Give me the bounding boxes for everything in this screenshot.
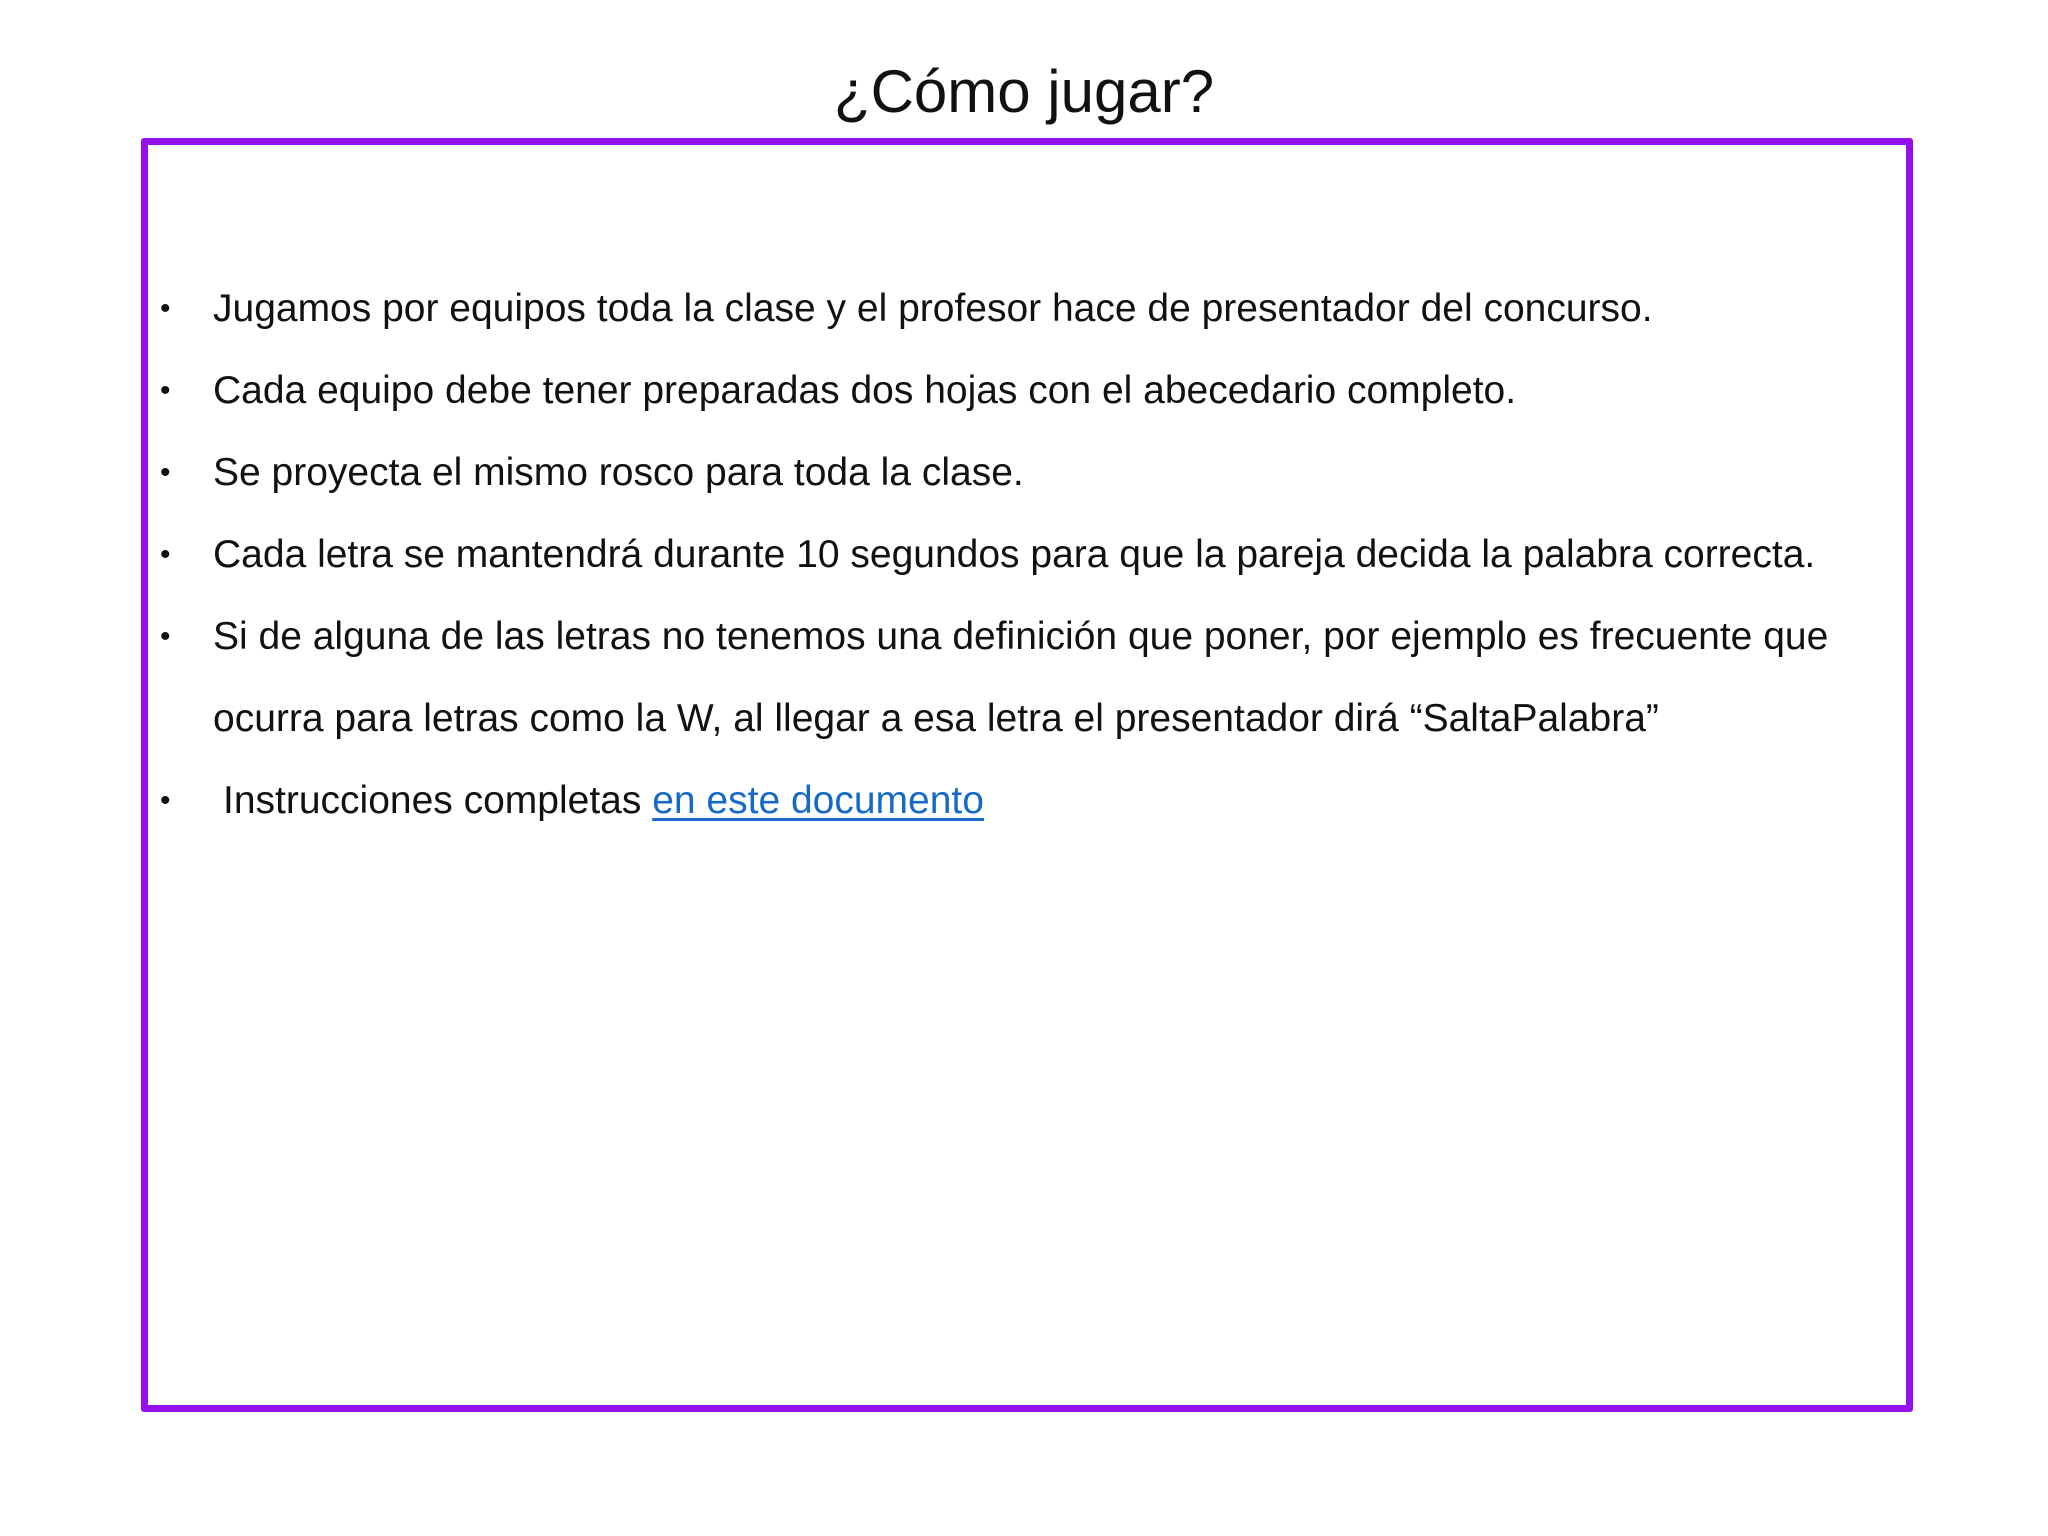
bullet-item-instrucciones xyxy=(160,760,1900,842)
bullet-item-equipos xyxy=(160,268,1900,350)
bullet-text: Se proyecta el mismo rosco para toda la clase. xyxy=(213,451,1024,494)
bullet-icon: • xyxy=(160,538,171,571)
bullet-text: Cada equipo debe tener preparadas dos hojas con el abecedario completo. xyxy=(213,369,1517,412)
instructions-label: Instrucciones completas xyxy=(223,779,653,822)
bullet-text: Si de alguna de las letras no tenemos una definición que poner, por ejemplo es frecuente que ocurra para letras como la W, al llegar a esa letra el presentador dirá “SaltaPalabra” xyxy=(213,615,1829,740)
slide-title: ¿Cómo jugar? xyxy=(833,58,1215,125)
bullet-icon: • xyxy=(160,292,171,325)
bullet-text: Jugamos por equipos toda la clase y el profesor hace de presentador del concurso. xyxy=(213,287,1653,330)
bullet-text: Cada letra se mantendrá durante 10 segundos para que la pareja decida la palabra correcta. xyxy=(213,533,1816,576)
bullet-icon: • xyxy=(160,620,171,653)
document-link[interactable]: en este documento xyxy=(652,779,984,822)
bullet-item-rosco xyxy=(160,432,1900,514)
bullet-list xyxy=(160,268,1900,842)
bullet-icon: • xyxy=(160,374,171,407)
bullet-item-saltapalabra xyxy=(160,596,1900,760)
bullet-icon: • xyxy=(160,784,171,817)
bullet-item-segundos xyxy=(160,514,1900,596)
bullet-icon: • xyxy=(160,456,171,489)
bullet-item-hojas xyxy=(160,350,1900,432)
